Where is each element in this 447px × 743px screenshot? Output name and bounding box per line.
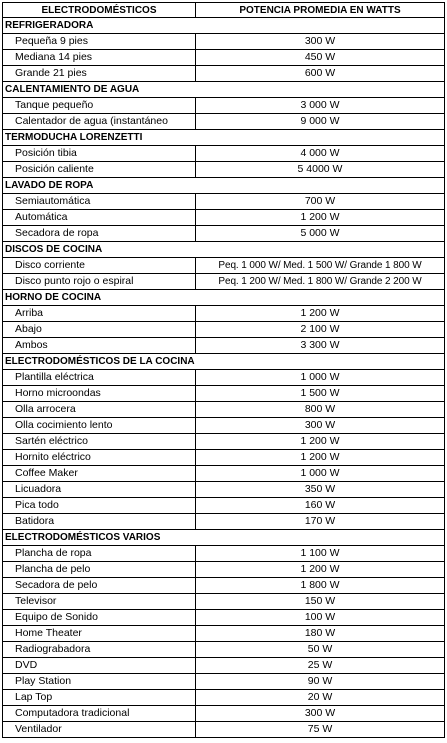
section-title: CALENTAMIENTO DE AGUA bbox=[5, 84, 140, 95]
section-header-row bbox=[2, 290, 445, 306]
power-value: 1 500 W bbox=[300, 387, 340, 399]
header-appliances: ELECTRODOMÉSTICOS bbox=[3, 3, 196, 17]
power-value: 25 W bbox=[307, 659, 333, 671]
table-body bbox=[2, 18, 445, 738]
section-header-row bbox=[2, 530, 445, 546]
power-value: Peq. 1 200 W/ Med. 1 800 W/ Grande 2 200 W bbox=[218, 276, 422, 287]
appliance-name: Tanque pequeño bbox=[3, 98, 196, 113]
appliance-name: Calentador de agua (instantáneo bbox=[3, 114, 196, 129]
table-row bbox=[2, 706, 445, 722]
table-row bbox=[2, 482, 445, 498]
table-row bbox=[2, 450, 445, 466]
appliance-name: Lap Top bbox=[3, 690, 196, 705]
table-row bbox=[2, 594, 445, 610]
power-value: 700 W bbox=[304, 195, 336, 207]
power-value: 180 W bbox=[304, 627, 336, 639]
appliance-name: Pequeña 9 pies bbox=[3, 34, 196, 49]
appliance-name: DVD bbox=[3, 658, 196, 673]
appliance-name: Coffee Maker bbox=[3, 466, 196, 481]
table-row bbox=[2, 274, 445, 290]
table-row bbox=[2, 658, 445, 674]
appliance-name: Play Station bbox=[3, 674, 196, 689]
table-row bbox=[2, 66, 445, 82]
table-row bbox=[2, 466, 445, 482]
table-row bbox=[2, 690, 445, 706]
power-value: 1 200 W bbox=[300, 563, 340, 575]
power-value: 1 200 W bbox=[300, 307, 340, 319]
power-value: 5 000 W bbox=[300, 227, 340, 239]
table-row bbox=[2, 722, 445, 738]
power-value: 20 W bbox=[307, 691, 333, 703]
appliance-name: Olla arrocera bbox=[3, 402, 196, 417]
appliance-name: Televisor bbox=[3, 594, 196, 609]
power-value: 170 W bbox=[304, 515, 336, 527]
appliance-name: Plancha de pelo bbox=[3, 562, 196, 577]
power-value: Peq. 1 000 W/ Med. 1 500 W/ Grande 1 800 W bbox=[218, 260, 422, 271]
appliance-name: Batidora bbox=[3, 514, 196, 529]
power-value: 600 W bbox=[304, 67, 336, 79]
power-value: 450 W bbox=[304, 51, 336, 63]
power-value: 50 W bbox=[307, 643, 333, 655]
table-row bbox=[2, 562, 445, 578]
section-title: ELECTRODOMÉSTICOS VARIOS bbox=[5, 532, 161, 543]
appliance-name: Disco corriente bbox=[3, 258, 196, 273]
table-row bbox=[2, 210, 445, 226]
appliance-name: Olla cocimiento lento bbox=[3, 418, 196, 433]
section-header-row bbox=[2, 130, 445, 146]
table-row bbox=[2, 322, 445, 338]
table-row bbox=[2, 546, 445, 562]
appliance-name: Sartén eléctrico bbox=[3, 434, 196, 449]
appliance-name: Hornito eléctrico bbox=[3, 450, 196, 465]
appliance-name: Mediana 14 pies bbox=[3, 50, 196, 65]
power-value: 300 W bbox=[304, 707, 336, 719]
power-value: 1 100 W bbox=[300, 547, 340, 559]
appliance-name: Arriba bbox=[3, 306, 196, 321]
appliance-name: Ventilador bbox=[3, 722, 196, 737]
appliance-name: Semiautomática bbox=[3, 194, 196, 209]
power-value: 300 W bbox=[304, 35, 336, 47]
power-value: 3 300 W bbox=[300, 339, 340, 351]
section-header-row bbox=[2, 18, 445, 34]
table-row bbox=[2, 418, 445, 434]
power-value: 1 200 W bbox=[300, 435, 340, 447]
power-value: 90 W bbox=[307, 675, 333, 687]
appliance-name: Grande 21 pies bbox=[3, 66, 196, 81]
section-header-row bbox=[2, 242, 445, 258]
appliance-name: Posición caliente bbox=[3, 162, 196, 177]
power-value: 9 000 W bbox=[300, 115, 340, 127]
power-value: 100 W bbox=[304, 611, 336, 623]
appliance-name: Horno microondas bbox=[3, 386, 196, 401]
table-row bbox=[2, 498, 445, 514]
appliance-name: Secadora de pelo bbox=[3, 578, 196, 593]
appliance-name: Disco punto rojo o espiral bbox=[3, 274, 196, 289]
power-value: 300 W bbox=[304, 419, 336, 431]
table-row bbox=[2, 402, 445, 418]
section-title: DISCOS DE COCINA bbox=[5, 244, 103, 255]
appliance-name: Ambos bbox=[3, 338, 196, 353]
power-value: 160 W bbox=[304, 499, 336, 511]
table-row bbox=[2, 226, 445, 242]
table-row bbox=[2, 370, 445, 386]
power-value: 2 100 W bbox=[300, 323, 340, 335]
power-value: 3 000 W bbox=[300, 99, 340, 111]
appliance-power-table bbox=[2, 2, 445, 738]
table-row bbox=[2, 50, 445, 66]
appliance-name: Home Theater bbox=[3, 626, 196, 641]
section-header-row bbox=[2, 354, 445, 370]
table-row bbox=[2, 338, 445, 354]
power-value: 150 W bbox=[304, 595, 336, 607]
power-value: 1 200 W bbox=[300, 451, 340, 463]
table-row bbox=[2, 146, 445, 162]
appliance-name: Plantilla eléctrica bbox=[3, 370, 196, 385]
table-row bbox=[2, 194, 445, 210]
appliance-name: Radiograbadora bbox=[3, 642, 196, 657]
table-row bbox=[2, 642, 445, 658]
power-value: 1 000 W bbox=[300, 467, 340, 479]
section-title: HORNO DE COCINA bbox=[5, 292, 102, 303]
table-row bbox=[2, 162, 445, 178]
section-title: LAVADO DE ROPA bbox=[5, 180, 94, 191]
appliance-name: Automática bbox=[3, 210, 196, 225]
section-title: TERMODUCHA LORENZETTI bbox=[5, 132, 143, 143]
appliance-name: Posición tibia bbox=[3, 146, 196, 161]
header-average-power: POTENCIA PROMEDIA EN WATTS bbox=[239, 5, 401, 16]
section-header-row bbox=[2, 82, 445, 98]
table-row bbox=[2, 610, 445, 626]
power-value: 1 800 W bbox=[300, 579, 340, 591]
table-row bbox=[2, 514, 445, 530]
appliance-name: Secadora de ropa bbox=[3, 226, 196, 241]
table-row bbox=[2, 578, 445, 594]
table-row bbox=[2, 386, 445, 402]
appliance-name: Computadora tradicional bbox=[3, 706, 196, 721]
power-value: 350 W bbox=[304, 483, 336, 495]
power-value: 4 000 W bbox=[300, 147, 340, 159]
appliance-name: Plancha de ropa bbox=[3, 546, 196, 561]
power-value: 1 200 W bbox=[300, 211, 340, 223]
power-value: 75 W bbox=[307, 723, 333, 735]
table-row bbox=[2, 258, 445, 274]
appliance-name: Pica todo bbox=[3, 498, 196, 513]
table-row bbox=[2, 626, 445, 642]
table-header-row bbox=[2, 2, 445, 18]
power-value: 800 W bbox=[304, 403, 336, 415]
power-value: 5 4000 W bbox=[297, 163, 343, 175]
appliance-name: Equipo de Sonido bbox=[3, 610, 196, 625]
power-value: 1 000 W bbox=[300, 371, 340, 383]
section-title: REFRIGERADORA bbox=[5, 20, 94, 31]
table-row bbox=[2, 114, 445, 130]
appliance-name: Licuadora bbox=[3, 482, 196, 497]
table-row bbox=[2, 434, 445, 450]
section-title: ELECTRODOMÉSTICOS DE LA COCINA bbox=[5, 356, 195, 367]
appliance-name: Abajo bbox=[3, 322, 196, 337]
table-row bbox=[2, 34, 445, 50]
table-row bbox=[2, 306, 445, 322]
table-row bbox=[2, 674, 445, 690]
section-header-row bbox=[2, 178, 445, 194]
table-row bbox=[2, 98, 445, 114]
